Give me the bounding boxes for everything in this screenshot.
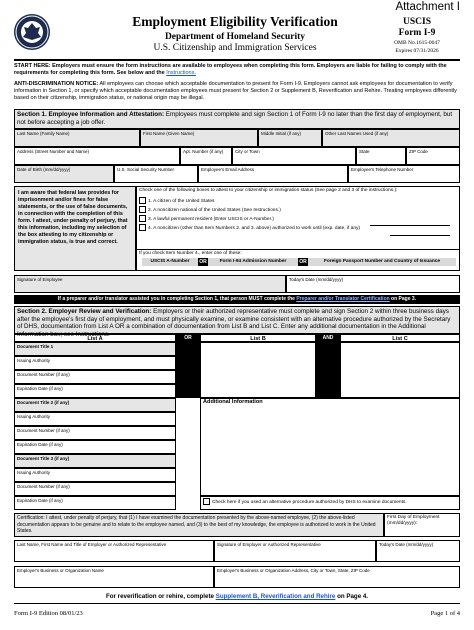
first-day-employment-field[interactable]: First Day of Employment (mm/dd/yyyy): — [384, 513, 460, 537]
business-name-field[interactable]: Employer's Business or Organization Name — [14, 566, 214, 588]
expiration-date-2[interactable]: Expiration Date (if any) — [14, 440, 176, 454]
list-a-header: List A — [14, 334, 176, 342]
checkbox-permanent-resident[interactable] — [139, 215, 146, 222]
perjury-statement: I am aware that federal law provides for imprisonment and/or fines for false statements, or the use of false documents, in connection with the completion of this form. I attest, under penalty of perjury, that this information, including my selection of the box attesting to my citizenship or immigration status, is true and correct. — [14, 186, 136, 271]
employer-signature-field[interactable]: Signature of Employer or Authorized Representative — [214, 540, 376, 562]
employee-date-field[interactable]: Today's Date (mm/dd/yyyy) — [286, 275, 460, 293]
zip-field[interactable]: ZIP Code — [406, 147, 460, 165]
ssn-field[interactable]: U.S. Social Security Number — [114, 165, 198, 183]
checkbox-noncitizen-national[interactable] — [139, 206, 146, 213]
omb-number: OMB No.1615-0047 — [394, 40, 440, 46]
form-edition: Form I-9 Edition 08/01/23 — [14, 610, 83, 617]
employer-name-title-field[interactable]: Last Name, First Name and Title of Employer or Authorized Representative — [14, 540, 214, 562]
foreign-passport-field[interactable]: Foreign Passport Number and Country of Issuance — [308, 258, 456, 266]
section2-header: Section 2. Employer Review and Verification: Employers or their authorized representative must complete and sign Section 2 within three business days after the employee's first day of employment, and must physically examine, or examine consistent with an alternative procedure authorized by the Secretary of DHS, documentation from List A OR a combination of documentation from List B and List C. Enter any additional documentation in the Additional Information box; see Instructions. — [14, 306, 460, 334]
or-divider: OR — [176, 334, 200, 342]
noncitizen-national-option[interactable]: 2. A noncitizen national of the United States (See Instructions.) — [139, 206, 457, 215]
rehire-note: For reverification or rehire, complete Supplement B, Reverification and Rehire on Page 4. — [105, 593, 369, 600]
issuing-authority-3[interactable]: Issuing Authority — [14, 468, 176, 482]
list-a-divider — [176, 342, 200, 398]
issuing-authority-2[interactable]: Issuing Authority — [14, 412, 176, 426]
additional-information-box[interactable]: Additional Information — [200, 398, 460, 496]
anti-discrimination-notice: ANTI-DISCRIMINATION NOTICE: All employees can choose which acceptable documentation to present for Form I-9. Employers cannot ask employees for documentation to verify information in Section 1, or specify which acceptable documentation employees must present for Section 2 or Supplement B, Reverification and Rehire. Treating employees differently based on their citizenship, immigration status, or national origin may be illegal. — [14, 81, 457, 101]
last-name-field[interactable]: Last Name (Family Name) — [14, 129, 140, 147]
document-number-3[interactable]: Document Number (if any) — [14, 482, 176, 496]
and-divider: AND — [316, 334, 340, 342]
checkbox-alternative-procedure[interactable] — [203, 498, 210, 505]
expires-date: Expires 07/31/2026 — [395, 48, 439, 54]
telephone-field[interactable]: Employee's Telephone Number — [348, 165, 460, 183]
list-c-header: List C — [340, 334, 460, 342]
i94-number-field[interactable]: Form I-94 Admission Number — [208, 258, 298, 266]
permanent-resident-number-line[interactable] — [370, 219, 450, 226]
address-field[interactable]: Address (Street Number and Name) — [14, 147, 180, 165]
list-bc-divider — [316, 342, 340, 398]
list-c-fields[interactable] — [340, 342, 460, 398]
dhs-seal-icon — [14, 14, 50, 50]
page-number: Page 1 of 4 — [430, 610, 460, 617]
permanent-resident-option[interactable]: 3. A lawful permanent resident (Enter USCIS or A-Number.) — [139, 215, 457, 224]
or-separator: OR — [299, 259, 307, 265]
preparer-certification-link[interactable]: Preparer and/or Translator Certification — [296, 296, 390, 302]
issuing-authority-1[interactable]: Issuing Authority — [14, 356, 176, 370]
document-title-1[interactable]: Document Title 1 — [14, 342, 176, 356]
document-title-2[interactable]: Document Title 2 (if any) — [14, 398, 176, 412]
footer-rule — [14, 603, 460, 604]
citizen-option[interactable]: 1. A citizen of the United States — [139, 197, 457, 206]
supplement-b-link[interactable]: Supplement B, Reverification and Rehire — [215, 593, 336, 600]
expiration-date-3[interactable]: Expiration Date (if any) — [14, 496, 176, 510]
agency: U.S. Citizenship and Immigration Services — [153, 43, 317, 53]
employer-date-field[interactable]: Today's Date (mm/dd/yyyy) — [376, 540, 460, 562]
expiration-date-1[interactable]: Expiration Date (if any) — [14, 384, 176, 398]
item4-note: If you check Item Number 4., enter one of these: — [139, 251, 242, 256]
document-number-1[interactable]: Document Number (if any) — [14, 370, 176, 384]
citizenship-instructions: Check one of the following boxes to attest to your citizenship or immigration status (See page 2 and 3 of the instructions.): — [139, 188, 398, 193]
header-rule — [14, 59, 460, 61]
authorized-noncitizen-option[interactable]: 4. A noncitizen (other than Item Numbers 2. and 3. above) authorized to work until (exp. date, if any) — [139, 224, 457, 233]
uscis-label: USCIS — [403, 17, 431, 27]
expiration-date-line[interactable] — [390, 229, 450, 236]
form-id-block — [374, 1, 460, 55]
preparer-note: If a preparer and/or translator assisted you in completing Section 1, that person MUST complete the Preparer and/or Translator Certification on Page 3. — [14, 295, 460, 304]
list-b-header: List B — [200, 334, 316, 342]
document-title-3[interactable]: Document Title 3 (if any) — [14, 454, 176, 468]
other-last-names-field[interactable]: Other Last Names Used (if any) — [322, 129, 460, 147]
apt-number-field[interactable]: Apt. Number (if any) — [180, 147, 232, 165]
employee-signature-field[interactable]: Signature of Employee — [14, 275, 286, 293]
department: Department of Homeland Security — [164, 32, 306, 42]
middle-initial-field[interactable]: Middle Initial (if any) — [258, 129, 322, 147]
city-field[interactable]: City or Town — [232, 147, 356, 165]
form-id: Form I-9 — [398, 28, 436, 38]
form-title: Employment Eligibility Verification — [132, 14, 338, 29]
list-b-fields[interactable] — [200, 342, 316, 398]
first-name-field[interactable]: First Name (Given Name) — [140, 129, 258, 147]
instructions-link[interactable]: Instructions. — [166, 70, 196, 76]
document-number-2[interactable]: Document Number (if any) — [14, 426, 176, 440]
or-separator: OR — [199, 259, 207, 265]
title-block — [110, 14, 360, 54]
citizenship-box — [136, 186, 460, 250]
attachment-label: Attachment I — [395, 1, 460, 13]
start-here-text: START HERE: Employers must ensure the form instructions are available to employees when completing this form. Employers are liable for failing to comply with the requirements for completing this form. See below and the Instructions. — [14, 63, 447, 76]
email-field[interactable]: Employee's Email Address — [198, 165, 348, 183]
section1-header: Section 1. Employee Information and Attestation: Employees must complete and sign Section 1 of Form I-9 no later than the first day of employment, but not before accepting a job offer. — [14, 109, 460, 129]
employer-certification: Certification: I attest, under penalty of perjury, that (1) I have examined the documentation presented by the above-named employee, (2) the above-listed documentation appears to be genuine and to relate to the employee named, and (3) to the best of my knowledge, the employee is authorized to work in the United States. — [14, 513, 384, 537]
alternative-procedure-option[interactable]: Check here if you used an alternative procedure authorized by DHS to examine documents. — [200, 496, 460, 510]
business-address-field[interactable]: Employer's Business or Organization Address, City or Town, State, ZIP Code — [214, 566, 460, 588]
checkbox-citizen[interactable] — [139, 197, 146, 204]
state-field[interactable]: State — [356, 147, 406, 165]
dob-field[interactable]: Date of Birth (mm/dd/yyyy) — [14, 165, 114, 183]
checkbox-authorized-noncitizen[interactable] — [139, 224, 146, 231]
uscis-a-number-field[interactable]: USCIS A-Number — [142, 258, 198, 266]
